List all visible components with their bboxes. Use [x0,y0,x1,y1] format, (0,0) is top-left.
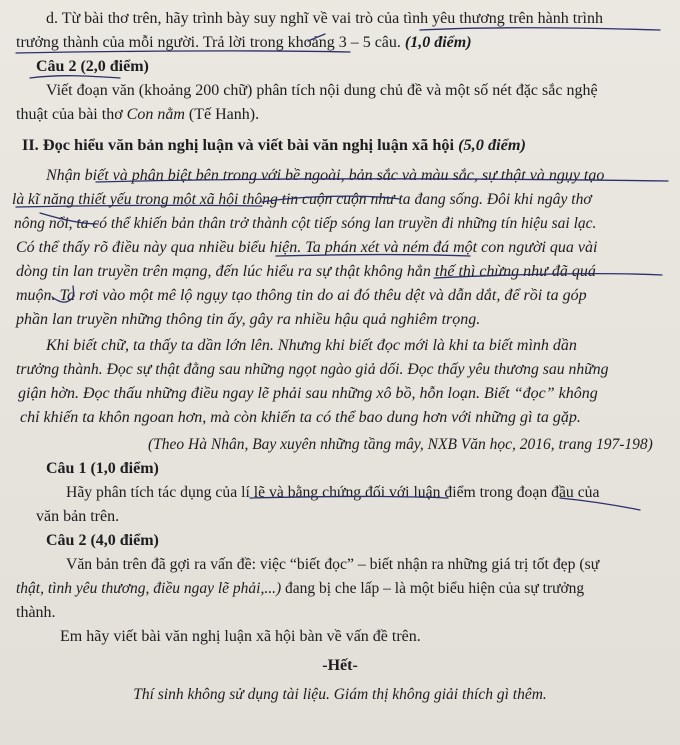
section-2-heading [22,134,526,156]
passage-line-1: Nhận biết và phân biệt bên trong với bề ngoài, bản sắc và màu sắc, sự thật và ngụy tạo [46,167,605,184]
question-2-suffix: (Tế Hanh). [184,106,260,123]
essay-question-2-heading: Câu 2 (4,0 điểm) [46,532,159,549]
passage-line-3: nông nổi, ta có thể khiến bản thân trở thành cột tiếp sóng lan truyền đi những tín hiệu sai lạc. [14,215,597,232]
passage-line-6: muộn. Ta rơi vào một mê lộ ngụy tạo thông tin do ai đó thêu dệt và dẫn dắt, để rồi ta góp [16,287,587,304]
poem-title: Con nằm [126,106,185,123]
passage-line-10: giận hờn. Đọc thấu những điều ngay lẽ phải sau những xô bồ, hỗn loạn. Biết “đọc” không [18,385,598,402]
section-2-points: (5,0 điểm) [458,135,526,154]
essay-question-2-line2 [16,578,584,600]
essay-question-2-line3: thành. [16,604,56,621]
passage-source: (Theo Hà Nhân, Bay xuyên những tầng mây, NXB Văn học, 2016, trang 197-198) [148,436,653,453]
reading-question-1-line1: Hãy phân tích tác dụng của lí lẽ và bằng chứng đối với luận điểm trong đoạn đầu của [66,484,600,501]
question-2-prefix: thuật của bài thơ [16,106,127,123]
passage-line-11: chỉ khiến ta khôn ngoan hơn, mà còn khiến ta có thể bao dung hơn với những gì ta gặp. [20,409,581,426]
passage-line-7: phần lan truyền những thông tin ấy, gây ra nhiều hậu quả nghiêm trọng. [16,311,481,328]
section-2-title: II. Đọc hiểu văn bản nghị luận và viết bài văn nghị luận xã hội [22,135,455,154]
question-d-points: (1,0 điểm) [404,34,472,51]
question-2-line2 [16,104,259,126]
passage-line-2: là kĩ năng thiết yếu trong một xã hội thông tin cuộn cuộn như ta đang sống. Đôi khi ngây thơ [12,191,592,208]
passage-line-9: trưởng thành. Đọc sự thật đằng sau những ngọt ngào giả dối. Đọc thấy yêu thương sau những [16,361,609,378]
reading-question-1-line2: văn bản trên. [36,508,120,525]
end-mark: -Hết- [322,657,358,674]
question-2-line1: Viết đoạn văn (khoảng 200 chữ) phân tích nội dung chủ đề và một số nét đặc sắc nghệ [46,82,598,99]
exam-footer: Thí sinh không sử dụng tài liệu. Giám thị không giải thích gì thêm. [133,686,547,703]
question-d-line2 [16,32,472,54]
passage-line-8: Khi biết chữ, ta thấy ta dần lớn lên. Nhưng khi biết đọc mới là khi ta biết mình dần [46,337,577,354]
question-d-text: trưởng thành của mỗi người. Trả lời trong khoảng 3 – 5 câu. [16,34,401,51]
passage-line-5: dòng tin lan truyền trên mạng, đến lúc hiểu ra sự thật không hẳn thế thì chừng như đã quá [16,263,596,280]
essay-question-2-line1: Văn bản trên đã gợi ra vấn đề: việc “biết đọc” – biết nhận ra những giá trị tốt đẹp (sự [66,556,600,573]
essay-question-2-examples: thật, tình yêu thương, điều ngay lẽ phải,...) [16,580,282,597]
reading-question-1-heading: Câu 1 (1,0 điểm) [46,460,159,477]
question-d-line1: d. Từ bài thơ trên, hãy trình bày suy nghĩ về vai trò của tình yêu thương trên hành trình [46,10,603,27]
essay-question-2-line4: Em hãy viết bài văn nghị luận xã hội bàn về vấn đề trên. [60,628,421,645]
essay-question-2-rest: đang bị che lấp – là một biểu hiện của sự trưởng [281,580,585,597]
question-2-heading: Câu 2 (2,0 điểm) [36,58,149,75]
passage-line-4: Có thể thấy rõ điều này qua nhiều biểu hiện. Ta phán xét và ném đá một con người qua vài [16,239,598,256]
